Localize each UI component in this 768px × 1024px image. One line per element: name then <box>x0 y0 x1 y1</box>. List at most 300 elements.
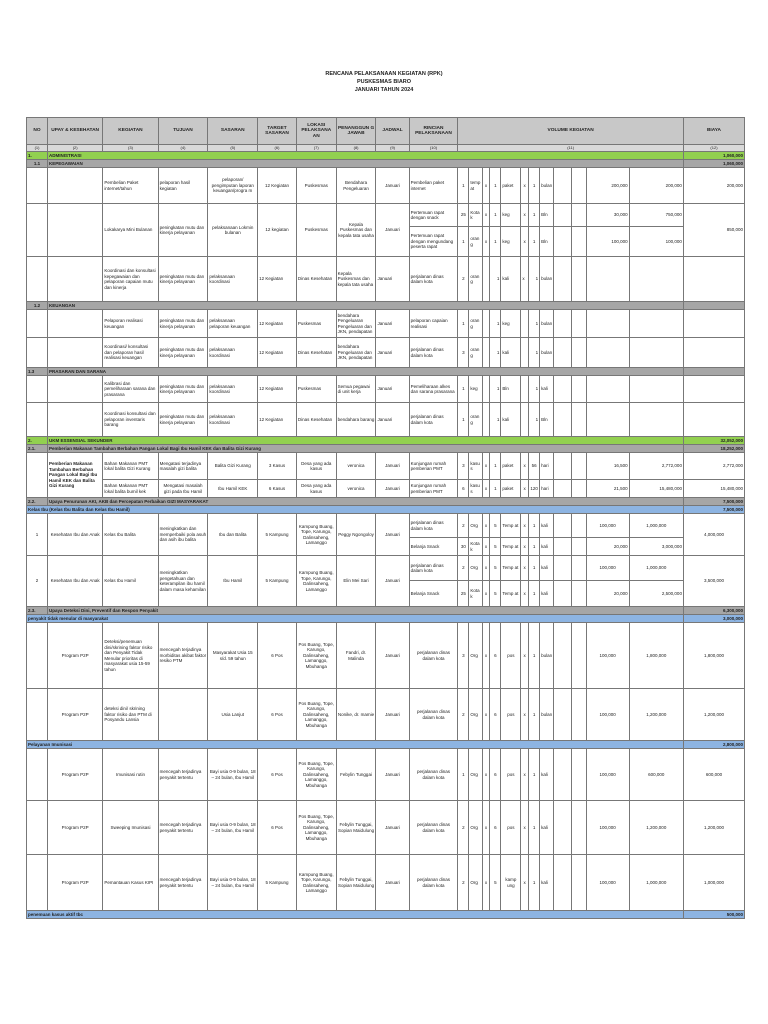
cell-vol: 3 <box>458 623 469 689</box>
cell-vol: 1 <box>458 168 469 204</box>
cell-jadwal: Januari <box>376 257 409 302</box>
cell-vol: 1 <box>458 376 469 403</box>
section-label: Upaya Deteksi Dini, Preventif dan Respon Penyakit <box>48 607 684 615</box>
cell-rincian: Pembelian paket internet <box>409 168 458 204</box>
section-row <box>27 152 745 160</box>
cell-unit: Temp at <box>501 581 521 607</box>
cell-kegiatan: Deteksi/penemuan dini/skrining faktor risiko dan Penyakit Tidak Menular prioritas di masyarakat usia 15-59 tahun <box>103 623 158 689</box>
cell-vol: 1 <box>490 453 501 480</box>
cell-kegiatan: deteksi dini/ skrining faktor risiko dan PTM di Posyandu Lansia <box>103 689 158 741</box>
cell-kegiatan: Imunisasi rutin <box>103 749 158 801</box>
cell-target: 12 kegiatan <box>258 204 297 257</box>
cell-x: x <box>521 204 529 227</box>
cell-unit: oran g <box>469 227 482 257</box>
col-num: (5) <box>208 145 258 152</box>
table-row <box>27 204 745 227</box>
cell-jadwal: Januari <box>376 168 409 204</box>
cell-rincian: perjalanan dinas dalam kota <box>409 623 458 689</box>
col-num: (3) <box>103 145 158 152</box>
cell-unit: kali <box>501 257 521 302</box>
section-total: 2,800,000 <box>683 741 744 749</box>
cell-pj: bendahara Pengeluaran dan JKN, pendapatan <box>336 338 376 368</box>
cell-pj: bendahara barang <box>336 403 376 437</box>
cell-harga: 100,000 <box>586 623 629 689</box>
cell-rincian: Pemeliharaan alkes dan sarana prasarana <box>409 376 458 403</box>
cell-pj: Semua pegawai di unit kerja <box>336 376 376 403</box>
cell-jumlah: 1,800,000 <box>629 623 683 689</box>
cell-unit: Bln <box>501 376 521 403</box>
cell-kegiatan: Bahan Makanan PMT lokal balita Gizi Kurang <box>103 453 158 480</box>
col-num: (2) <box>48 145 103 152</box>
cell-vol: 1 <box>490 257 501 302</box>
cell-harga: 20,000 <box>586 538 629 556</box>
cell-unit: Kota k <box>469 204 482 227</box>
cell-kegiatan: Koordinasi konsultasi dan pelaporan inventaris barang <box>103 403 158 437</box>
cell-target: 12 Kegiatan <box>258 257 297 302</box>
cell-vol: 5 <box>490 538 501 556</box>
cell-rincian: pelaporan capaian realisasi <box>409 310 458 338</box>
col-biaya: BIAYA <box>683 118 744 145</box>
cell-x: x <box>482 556 490 581</box>
cell-unit: kali <box>540 581 554 607</box>
cell-unit: bulan <box>540 623 554 689</box>
cell-jumlah: 100,000 <box>629 227 683 257</box>
col-upaya: UPAY & KESEHATAN <box>48 118 103 145</box>
col-lokasi: LOKASI PELAKSANA AN <box>296 118 336 145</box>
cell-vol: 56 <box>529 453 540 480</box>
cell-vol: 2 <box>458 556 469 581</box>
cell-unit: kali <box>540 514 554 538</box>
cell-vol: 1 <box>529 855 540 911</box>
document-subtitle-period: JANUARI TAHUN 2024 <box>354 87 414 93</box>
section-no: 2.1. <box>27 445 48 453</box>
cell-upaya: Program P2P <box>48 749 103 801</box>
cell-vol: 5 <box>490 556 501 581</box>
cell-x: x <box>521 623 529 689</box>
cell-vol: 30 <box>458 538 469 556</box>
cell-unit: bulan <box>540 310 554 338</box>
cell-rincian: Belanja Snack <box>409 581 458 607</box>
cell-unit: kali <box>540 556 554 581</box>
cell-harga: 20,000 <box>586 581 629 607</box>
cell-harga: 100,000 <box>586 227 629 257</box>
table-row <box>27 801 745 855</box>
cell-jumlah: 3,000,000 <box>629 538 683 556</box>
cell-vol: 1 <box>529 338 540 368</box>
cell-sasaran: pelaksanaan koordinasi <box>208 338 258 368</box>
cell-kegiatan: Lokakarya Mini Bulanan <box>103 204 158 257</box>
table-row <box>27 689 745 741</box>
cell-kegiatan: Pembelian Paket internet/tahun <box>103 168 158 204</box>
cell-unit: oran g <box>469 257 482 302</box>
cell-rincian: Pertemuan rapat dengan mengundang peserta rapat <box>409 227 458 257</box>
cell-harga: 16,500 <box>586 453 629 480</box>
cell-jumlah: 15,480,000 <box>629 480 683 498</box>
cell-x: x <box>521 257 529 302</box>
cell-unit: keg <box>501 310 521 338</box>
cell-biaya: 1,200,000 <box>683 689 744 741</box>
cell-x: x <box>521 689 529 741</box>
cell-rincian: perjalanan dinas dalam kota <box>409 855 458 911</box>
cell-lokasi: Pos Buang, Tope, Karungo, Dalinsaheng, Lamanggo, Mbuhanga <box>296 801 336 855</box>
cell-jadwal: Januari <box>376 453 409 480</box>
cell-upaya: Pemberian Makanan Tambahan Berbahan Pangan Lokal Bagi Ibu Hamil KEK dan Balita Gizi Kurang <box>48 453 103 498</box>
cell-upaya: Kesehatan Ibu dan Anak <box>48 556 103 607</box>
cell-x: x <box>521 855 529 911</box>
table-row <box>27 453 745 480</box>
cell-unit: paket <box>501 480 521 498</box>
cell-rincian: perjalanan dinas dalam kota <box>409 801 458 855</box>
cell-unit: kali <box>540 538 554 556</box>
col-target: TARGET SASARAN <box>258 118 297 145</box>
cell-unit: bulan <box>540 689 554 741</box>
cell-jadwal: Januari <box>376 514 409 556</box>
cell-target: 6 Pos <box>258 623 297 689</box>
cell-unit: bulan <box>540 338 554 368</box>
cell-vol: 1 <box>458 227 469 257</box>
cell-vol: 1 <box>529 556 540 581</box>
col-num: (8) <box>336 145 376 152</box>
cell-harga: 100,000 <box>586 689 629 741</box>
cell-harga: 30,000 <box>586 204 629 227</box>
cell-vol: 1 <box>529 581 540 607</box>
cell-unit: Bln <box>540 403 554 437</box>
cell-unit: Temp at <box>501 556 521 581</box>
subsection-row <box>27 445 745 453</box>
col-num: (12) <box>683 145 744 152</box>
cell-jumlah: 1,000,000 <box>629 855 683 911</box>
cell-upaya: Program P2P <box>48 689 103 741</box>
cell-x: x <box>521 538 529 556</box>
cell-sasaran: Bayi usia 0-9 bulan, 18 – 24 bulan, Ibu Hamil <box>208 749 258 801</box>
cell-unit: oran g <box>469 338 482 368</box>
cell-x: x <box>482 453 490 480</box>
cell-vol: 25 <box>458 204 469 227</box>
cell-jumlah: 2,500,000 <box>629 581 683 607</box>
cell-lokasi: Puskesmas <box>296 204 336 257</box>
cell-jadwal: Januari <box>376 556 409 607</box>
col-num: (4) <box>158 145 208 152</box>
section-total: 18,252,000 <box>683 445 744 453</box>
subsection-row <box>27 498 745 506</box>
col-kegiatan: KEGIATAN <box>103 118 158 145</box>
cell-lokasi: Desa yang ada kasus <box>296 453 336 480</box>
cell-tujuan: peningkatan mutu dan kinerja pelayanan <box>158 257 208 302</box>
cell-rincian: perjalanan dinas dalam kota <box>409 556 458 581</box>
cell-sasaran: Ibu dan Balita <box>208 514 258 556</box>
cell-unit: Bln <box>540 204 554 227</box>
cell-lokasi: Desa yang ada kasus <box>296 480 336 498</box>
col-sasaran: SASARAN <box>208 118 258 145</box>
table-row <box>27 855 745 911</box>
cell-rincian: perjalanan dinas dalam kota <box>409 403 458 437</box>
cell-upaya: Program P2P <box>48 801 103 855</box>
cell-vol: 1 <box>529 623 540 689</box>
section-no: 1.1 <box>27 160 48 168</box>
table-row <box>27 623 745 689</box>
cell-unit: Temp at <box>501 538 521 556</box>
cell-vol: 6 <box>490 749 501 801</box>
cell-unit: keg <box>469 376 482 403</box>
cell-vol: 1 <box>529 689 540 741</box>
col-num: (6) <box>258 145 297 152</box>
cell-unit: kali <box>540 801 554 855</box>
cell-vol: 2 <box>458 689 469 741</box>
section-no: 2.2. <box>27 498 48 506</box>
cell-pj: Nonike, dr. mamie <box>336 689 376 741</box>
cell-jumlah: 1,200,000 <box>629 801 683 855</box>
cell-unit: pos <box>501 749 521 801</box>
cell-unit: temp at <box>469 168 482 204</box>
cell-unit: Bln <box>540 227 554 257</box>
section-no: 2. <box>27 437 48 445</box>
cell-jumlah: 2,772,000 <box>629 453 683 480</box>
subsection-row <box>27 302 745 310</box>
cell-unit: Org <box>469 689 482 741</box>
cell-lokasi: Dinas Kesehatan <box>296 257 336 302</box>
cell-tujuan: mencegah terjadinya penyakit tertentu <box>158 801 208 855</box>
cell-vol: 6 <box>490 623 501 689</box>
cell-vol: 1 <box>529 801 540 855</box>
subsection-row <box>27 368 745 376</box>
cell-tujuan: peningkatan mutu dan kinerja pelayanan <box>158 338 208 368</box>
cell-jadwal: Januari <box>376 623 409 689</box>
cell-vol: 120 <box>529 480 540 498</box>
cell-target: 12 Kegiatan <box>258 310 297 338</box>
cell-vol: 5 <box>490 514 501 538</box>
cell-tujuan: peningkatan mutu dan kinerja pelayanan <box>158 204 208 257</box>
cell-vol: 3 <box>458 338 469 368</box>
subsection-row <box>27 741 745 749</box>
cell-jadwal: Januari <box>376 480 409 498</box>
cell-vol: 1 <box>458 403 469 437</box>
cell-unit: paket <box>501 453 521 480</box>
cell-unit: Org <box>469 514 482 538</box>
cell-upaya: Program P2P <box>48 623 103 689</box>
cell-sasaran: Masyarakat Usia 15 s/d. 59 tahun <box>208 623 258 689</box>
section-total: 1,060,000 <box>683 152 744 160</box>
cell-vol: 1 <box>529 168 540 204</box>
cell-vol: 1 <box>529 310 540 338</box>
cell-pj: bendahara Pengeluaran Pengeluaran dan JKN, pendapatan <box>336 310 376 338</box>
cell-unit: Org <box>469 556 482 581</box>
section-no: 1.2 <box>27 302 48 310</box>
subsection-row <box>27 911 745 919</box>
cell-rincian: perjalanan dinas dalam kota <box>409 749 458 801</box>
cell-x: x <box>521 749 529 801</box>
cell-rincian: Kunjungan rumah pemberian PMT <box>409 480 458 498</box>
cell-sasaran: pelaksanaan pelaporan keuangan <box>208 310 258 338</box>
cell-sasaran: Bayi usia 0-9 bulan, 18 – 24 bulan, Ibu Hamil <box>208 801 258 855</box>
cell-x: x <box>521 453 529 480</box>
cell-x: x <box>482 689 490 741</box>
cell-rincian: Pertemuan rapat dengan snack <box>409 204 458 227</box>
table-row <box>27 310 745 338</box>
cell-x: x <box>521 168 529 204</box>
section-label: Kelas Ibu (Kelas Ibu Balita dan Kelas Ibu Hamil) <box>27 506 684 514</box>
cell-x: x <box>521 581 529 607</box>
section-label: KEPEGAWAIAN <box>48 160 684 168</box>
table-row <box>27 480 745 498</box>
cell-lokasi: Kampung Buang, Tope, Karungo, Dalinsaheng, Lamanggo <box>296 855 336 911</box>
cell-lokasi: Pos Buang, Tope, Karungo, Dalinsaheng, Lamanggo, Mbuhanga <box>296 749 336 801</box>
cell-sasaran: Ibu Hamil <box>208 556 258 607</box>
cell-lokasi: Pos Buang, Tope, Karungo, Dalinsaheng, Lamanggo, Mbuhanga <box>296 689 336 741</box>
cell-harga: 100,000 <box>586 514 629 538</box>
cell-x: x <box>482 801 490 855</box>
document-title: RENCANA PELAKSANAAN KEGIATAN (RPK) <box>325 71 443 77</box>
cell-vol: 2 <box>458 855 469 911</box>
cell-unit: oran g <box>469 310 482 338</box>
document-subtitle-org: PUSKESMAS BIARO <box>356 79 412 85</box>
cell-unit: Org <box>469 623 482 689</box>
cell-biaya: 1,000,000 <box>683 855 744 911</box>
cell-biaya: 600,000 <box>683 749 744 801</box>
cell-vol: 6 <box>490 689 501 741</box>
cell-x: x <box>482 581 490 607</box>
section-label: penyakit tidak menular di masyarakat <box>27 615 684 623</box>
cell-x: x <box>482 749 490 801</box>
cell-sasaran: pelaporan/ pengimputan laporan keuangan/progra m <box>208 168 258 204</box>
cell-kegiatan: Bahan Makanan PMT lokal balita bumil kek <box>103 480 158 498</box>
cell-biaya: 4,000,000 <box>683 514 744 556</box>
cell-kegiatan: Koordinasi dan konsultasi kepegawaian dan pelaporan capaian mutu dan kinerja <box>103 257 158 302</box>
section-total: 7,500,000 <box>683 506 744 514</box>
cell-unit: Org <box>469 801 482 855</box>
rpk-table <box>26 117 745 919</box>
cell-rincian: perjalanan dinas dalam kota <box>409 514 458 538</box>
header-row <box>27 118 745 145</box>
cell-pj: Fandri, dr. Malinda <box>336 623 376 689</box>
cell-vol: 1 <box>529 376 540 403</box>
cell-kegiatan: Sweeping Imunisasi <box>103 801 158 855</box>
cell-vol: 1 <box>458 749 469 801</box>
table-row <box>27 338 745 368</box>
cell-biaya: 2,772,000 <box>683 453 744 480</box>
section-label: Pelayanan Imunisasi <box>27 741 684 749</box>
cell-tujuan: mencegah terjadinya penyakit tertentu <box>158 855 208 911</box>
cell-lokasi: Kampung Buang, Tope, Karungo, Dalinsaheng, Lamanggo <box>296 514 336 556</box>
cell-kegiatan: Kelas Ibu Balita <box>103 514 158 556</box>
cell-harga: 100,000 <box>586 801 629 855</box>
cell-vol: 1 <box>529 403 540 437</box>
cell-vol: 1 <box>529 514 540 538</box>
table-row <box>27 403 745 437</box>
cell-unit: bulan <box>540 168 554 204</box>
cell-vol: 5 <box>490 855 501 911</box>
cell-target: 12 Kegiatan <box>258 403 297 437</box>
cell-tujuan: peningkatan mutu dan kinerja pelayanan <box>158 403 208 437</box>
section-label: PRASARAN DAN SARANA <box>48 368 684 376</box>
cell-target: 12 Kegiatan <box>258 376 297 403</box>
cell-target: 5 Kampung <box>258 556 297 607</box>
cell-harga: 100,000 <box>586 556 629 581</box>
cell-kegiatan: Kelas Ibu Hamil <box>103 556 158 607</box>
col-no: NO <box>27 118 48 145</box>
cell-no: 1 <box>27 514 48 556</box>
cell-unit: oran g <box>469 403 482 437</box>
cell-x: x <box>521 514 529 538</box>
cell-target: 12 Kegiatan <box>258 168 297 204</box>
subsection-row <box>27 506 745 514</box>
cell-x: x <box>521 556 529 581</box>
cell-target: 12 Kegiatan <box>258 338 297 368</box>
cell-tujuan: peningkatan mutu dan kinerja pelayanan <box>158 310 208 338</box>
cell-sasaran: Ibu Hamil KEK <box>208 480 258 498</box>
section-row <box>27 437 745 445</box>
cell-pj: Febylin Tunggai <box>336 749 376 801</box>
cell-jadwal: Januari <box>376 403 409 437</box>
section-label: UKM ESSENSIAL SEKUNDER <box>48 437 684 445</box>
cell-lokasi: Dinas Kesehatan <box>296 338 336 368</box>
cell-target: 3 Kasus <box>258 453 297 480</box>
cell-sasaran: Usia Lanjut <box>208 689 258 741</box>
section-total: 32,052,000 <box>683 437 744 445</box>
table-row <box>27 749 745 801</box>
cell-unit: kali <box>501 338 521 368</box>
cell-vol: 2 <box>458 801 469 855</box>
cell-unit: Kota k <box>469 581 482 607</box>
cell-vol: 6 <box>458 480 469 498</box>
cell-pj: Febylin Tunggai, Sopian Maidulung <box>336 855 376 911</box>
cell-x: x <box>521 227 529 257</box>
cell-target: 6 Pos <box>258 801 297 855</box>
subsection-row <box>27 607 745 615</box>
table-row <box>27 376 745 403</box>
cell-unit: paket <box>501 168 521 204</box>
cell-tujuan: Mengatasi terjadinya masalah gizi balita <box>158 453 208 480</box>
cell-jadwal: Januari <box>376 376 409 403</box>
cell-vol: 1 <box>490 227 501 257</box>
cell-jadwal: Januari <box>376 689 409 741</box>
cell-unit: keg <box>501 227 521 257</box>
section-label: Upaya Penurunan AKI, AKB dan Percepatan Perbaikan GIZI MASYARAKAT <box>48 498 684 506</box>
cell-jumlah: 200,000 <box>629 168 683 204</box>
cell-unit: kasu s <box>469 480 482 498</box>
cell-pj: Peggy Ngongoloy <box>336 514 376 556</box>
section-no: 1.3 <box>27 368 48 376</box>
cell-pj: veronica <box>336 480 376 498</box>
cell-jadwal: Januari <box>376 749 409 801</box>
cell-upaya: Kesehatan Ibu dan Anak <box>48 514 103 556</box>
cell-x: x <box>482 514 490 538</box>
cell-no: 2 <box>27 556 48 607</box>
cell-target: 6 Pos <box>258 749 297 801</box>
section-no: 2.3. <box>27 607 48 615</box>
col-num: (11) <box>458 145 684 152</box>
cell-vol: 1 <box>490 403 501 437</box>
cell-kegiatan: Koordinasi/ konsultasi dan pelaporan hasil realisasi keuangan <box>103 338 158 368</box>
cell-sasaran: Bayi usia 0-9 bulan, 18 – 24 bulan, Ibu Hamil <box>208 855 258 911</box>
cell-harga: 21,500 <box>586 480 629 498</box>
cell-biaya: 200,000 <box>683 168 744 204</box>
cell-pj: Elin Mei Sari <box>336 556 376 607</box>
section-total: 3,000,000 <box>683 615 744 623</box>
cell-sasaran: pelaksanaan koordinasi <box>208 257 258 302</box>
cell-harga: 100,000 <box>586 855 629 911</box>
col-num: (10) <box>409 145 458 152</box>
col-volume: VOLUME KEGIATAN <box>458 118 684 145</box>
cell-unit: kali <box>540 749 554 801</box>
cell-x: x <box>521 801 529 855</box>
cell-x: x <box>482 227 490 257</box>
cell-jadwal: Januari <box>376 310 409 338</box>
cell-unit: Org <box>469 855 482 911</box>
cell-unit: pos <box>501 689 521 741</box>
cell-vol: 1 <box>529 204 540 227</box>
cell-jumlah: 1,200,000 <box>629 689 683 741</box>
cell-vol: 1 <box>490 338 501 368</box>
